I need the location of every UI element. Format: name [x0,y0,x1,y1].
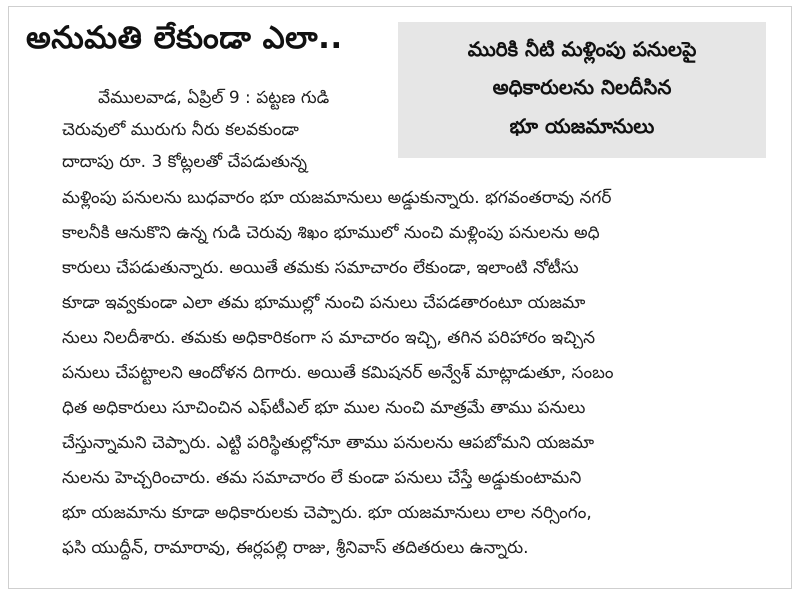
article-body-line: మళ్లింపు పనులను బుధవారం భూ యజమానులు అడ్డుకున్నారు. భగవంతరావు నగర్ [62,188,612,208]
article-body-line: నులను హెచ్చరించారు. తమ సమాచారం లే కుండా పనులు చేస్తే అడ్డుకుంటామని [62,468,582,488]
subheadline-line: అధికారులను నిలదీసిన [492,75,672,100]
article-body-line: చేస్తున్నామని చెప్పారు. ఎట్టి పరిస్థితుల్లోనూ తాము పనులను ఆపబోమని యజమా [62,433,595,453]
subheadline-box [398,22,766,158]
article-body-line: చెరువులో మురుగు నీరు కలవకుండా [62,120,299,140]
article-body-line: భూ యజమాను కూడా అధికారులకు చెప్పారు. భూ యజమానులు లాల నర్సింగం, [62,503,592,523]
article-headline: అనుమతి లేకుండా ఎలా.. [26,20,343,56]
article-body-line: వేములవాడ, ఏప్రిల్ 9 : పట్టణ గుడి [98,88,330,108]
article-body-line: ఫసి యుద్దీన్, రామారావు, ఈర్లపల్లి రాజు, శ్రీనివాస్ తదితరులు ఉన్నారు. [62,538,529,558]
subheadline-line: మురికి నీటి మళ్లింపు పనులపై [467,36,697,61]
subheadline-line: భూ యజమానులు [509,114,655,139]
article-body-line: ధిత అధికారులు సూచించిన ఎఫ్‌టీఎల్ భూ ముల నుంచి మాత్రమే తాము పనులు [62,398,586,418]
article-body-line: నులు నిలదీశారు. తమకు అధికారికంగా స మాచారం ఇచ్చి, తగిన పరిహారం ఇచ్చిన [62,328,596,348]
article-body-line: దాదాపు రూ. 3 కోట్లలతో చేపడుతున్న [62,152,307,172]
article-body-line: కాలనీకి ఆనుకొని ఉన్న గుడి చెరువు శిఖం భూములో నుంచి మళ్లింపు పనులను అధి [62,223,600,243]
article-body-line: కారులు చేపడుతున్నారు. అయితే తమకు సమాచారం లేకుండా, ఇలాంటి నోటీసు [62,258,579,278]
article-body-line: కూడా ఇవ్వకుండా ఎలా తమ భూముల్లో నుంచి పనులు చేపడతారంటూ యజమా [62,293,586,313]
article-body-line: పనులు చేపట్టాలని ఆందోళన దిగారు. అయితే కమిషనర్ అన్వేశ్ మాట్లాడుతూ, సంబం [62,363,614,383]
